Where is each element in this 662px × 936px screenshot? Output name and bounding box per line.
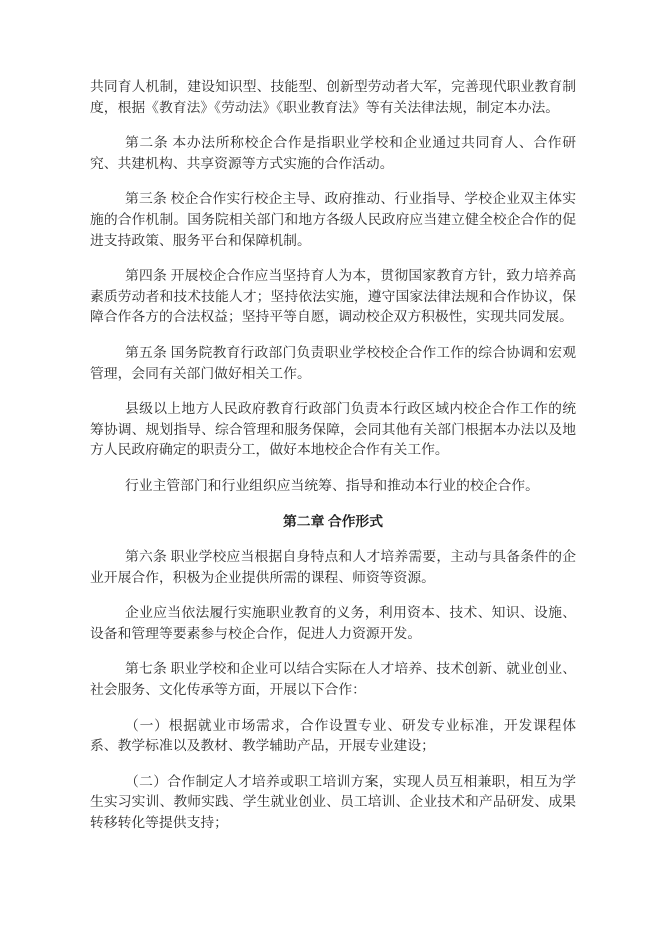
- paragraph: 第六条 职业学校应当根据自身特点和人才培养需要，主动与具备条件的企业开展合作，积极为企业提供所需的课程、师资等资源。: [90, 549, 576, 585]
- paragraph: 第三条 校企合作实行校企主导、政府推动、行业指导、学校企业双主体实施的合作机制。国务院相关部门和地方各级人民政府应当建立健全校企合作的促进支持政策、服务平台和保障机制。: [90, 191, 576, 248]
- chapter-heading: 第二章 合作形式: [282, 513, 384, 529]
- paragraph: （二）合作制定人才培养或职工培训方案，实现人员互相兼职，相互为学生实习实训、教师实践、学生就业创业、员工培训、企业技术和产品研发、成果转移转化等提供支持；: [90, 773, 576, 831]
- paragraph: 县级以上地方人民政府教育行政部门负责本行政区域内校企合作工作的统筹协调、规划指导、综合管理和服务保障，会同其他有关部门根据本办法以及地方人民政府确定的职责分工，做好本地校企合作有关工作。: [90, 401, 576, 458]
- paragraph: 行业主管部门和行业组织应当统筹、指导和推动本行业的校企合作。: [125, 477, 539, 493]
- paragraph: 第二条 本办法所称校企合作是指职业学校和企业通过共同育人、合作研究、共建机构、共享资源等方式实施的合作活动。: [90, 135, 576, 171]
- paragraph: 共同育人机制，建设知识型、技能型、创新型劳动者大军，完善现代职业教育制度，根据《教育法》《劳动法》《职业教育法》等有关法律法规，制定本办法。: [90, 79, 576, 115]
- paragraph: 第五条 国务院教育行政部门负责职业学校校企合作工作的综合协调和宏观管理，会同有关部门做好相关工作。: [90, 344, 576, 381]
- paragraph: （一）根据就业市场需求，合作设置专业、研发专业标准，开发课程体系、教学标准以及教材、教学辅助产品，开展专业建设；: [90, 717, 576, 754]
- paragraph: 第四条 开展校企合作应当坚持育人为本，贯彻国家教育方针，致力培养高素质劳动者和技术技能人才；坚持依法实施，遵守国家法律法规和合作协议，保障合作各方的合法权益；坚持平等自愿，调动校企双方积极性，实现共同发展。: [90, 268, 576, 325]
- paragraph: 企业应当依法履行实施职业教育的义务，利用资本、技术、知识、设施、设备和管理等要素参与校企合作，促进人力资源开发。: [90, 605, 576, 641]
- document-content: [90, 77, 576, 849]
- paragraph: 第七条 职业学校和企业可以结合实际在人才培养、技术创新、就业创业、社会服务、文化传承等方面，开展以下合作：: [90, 661, 576, 698]
